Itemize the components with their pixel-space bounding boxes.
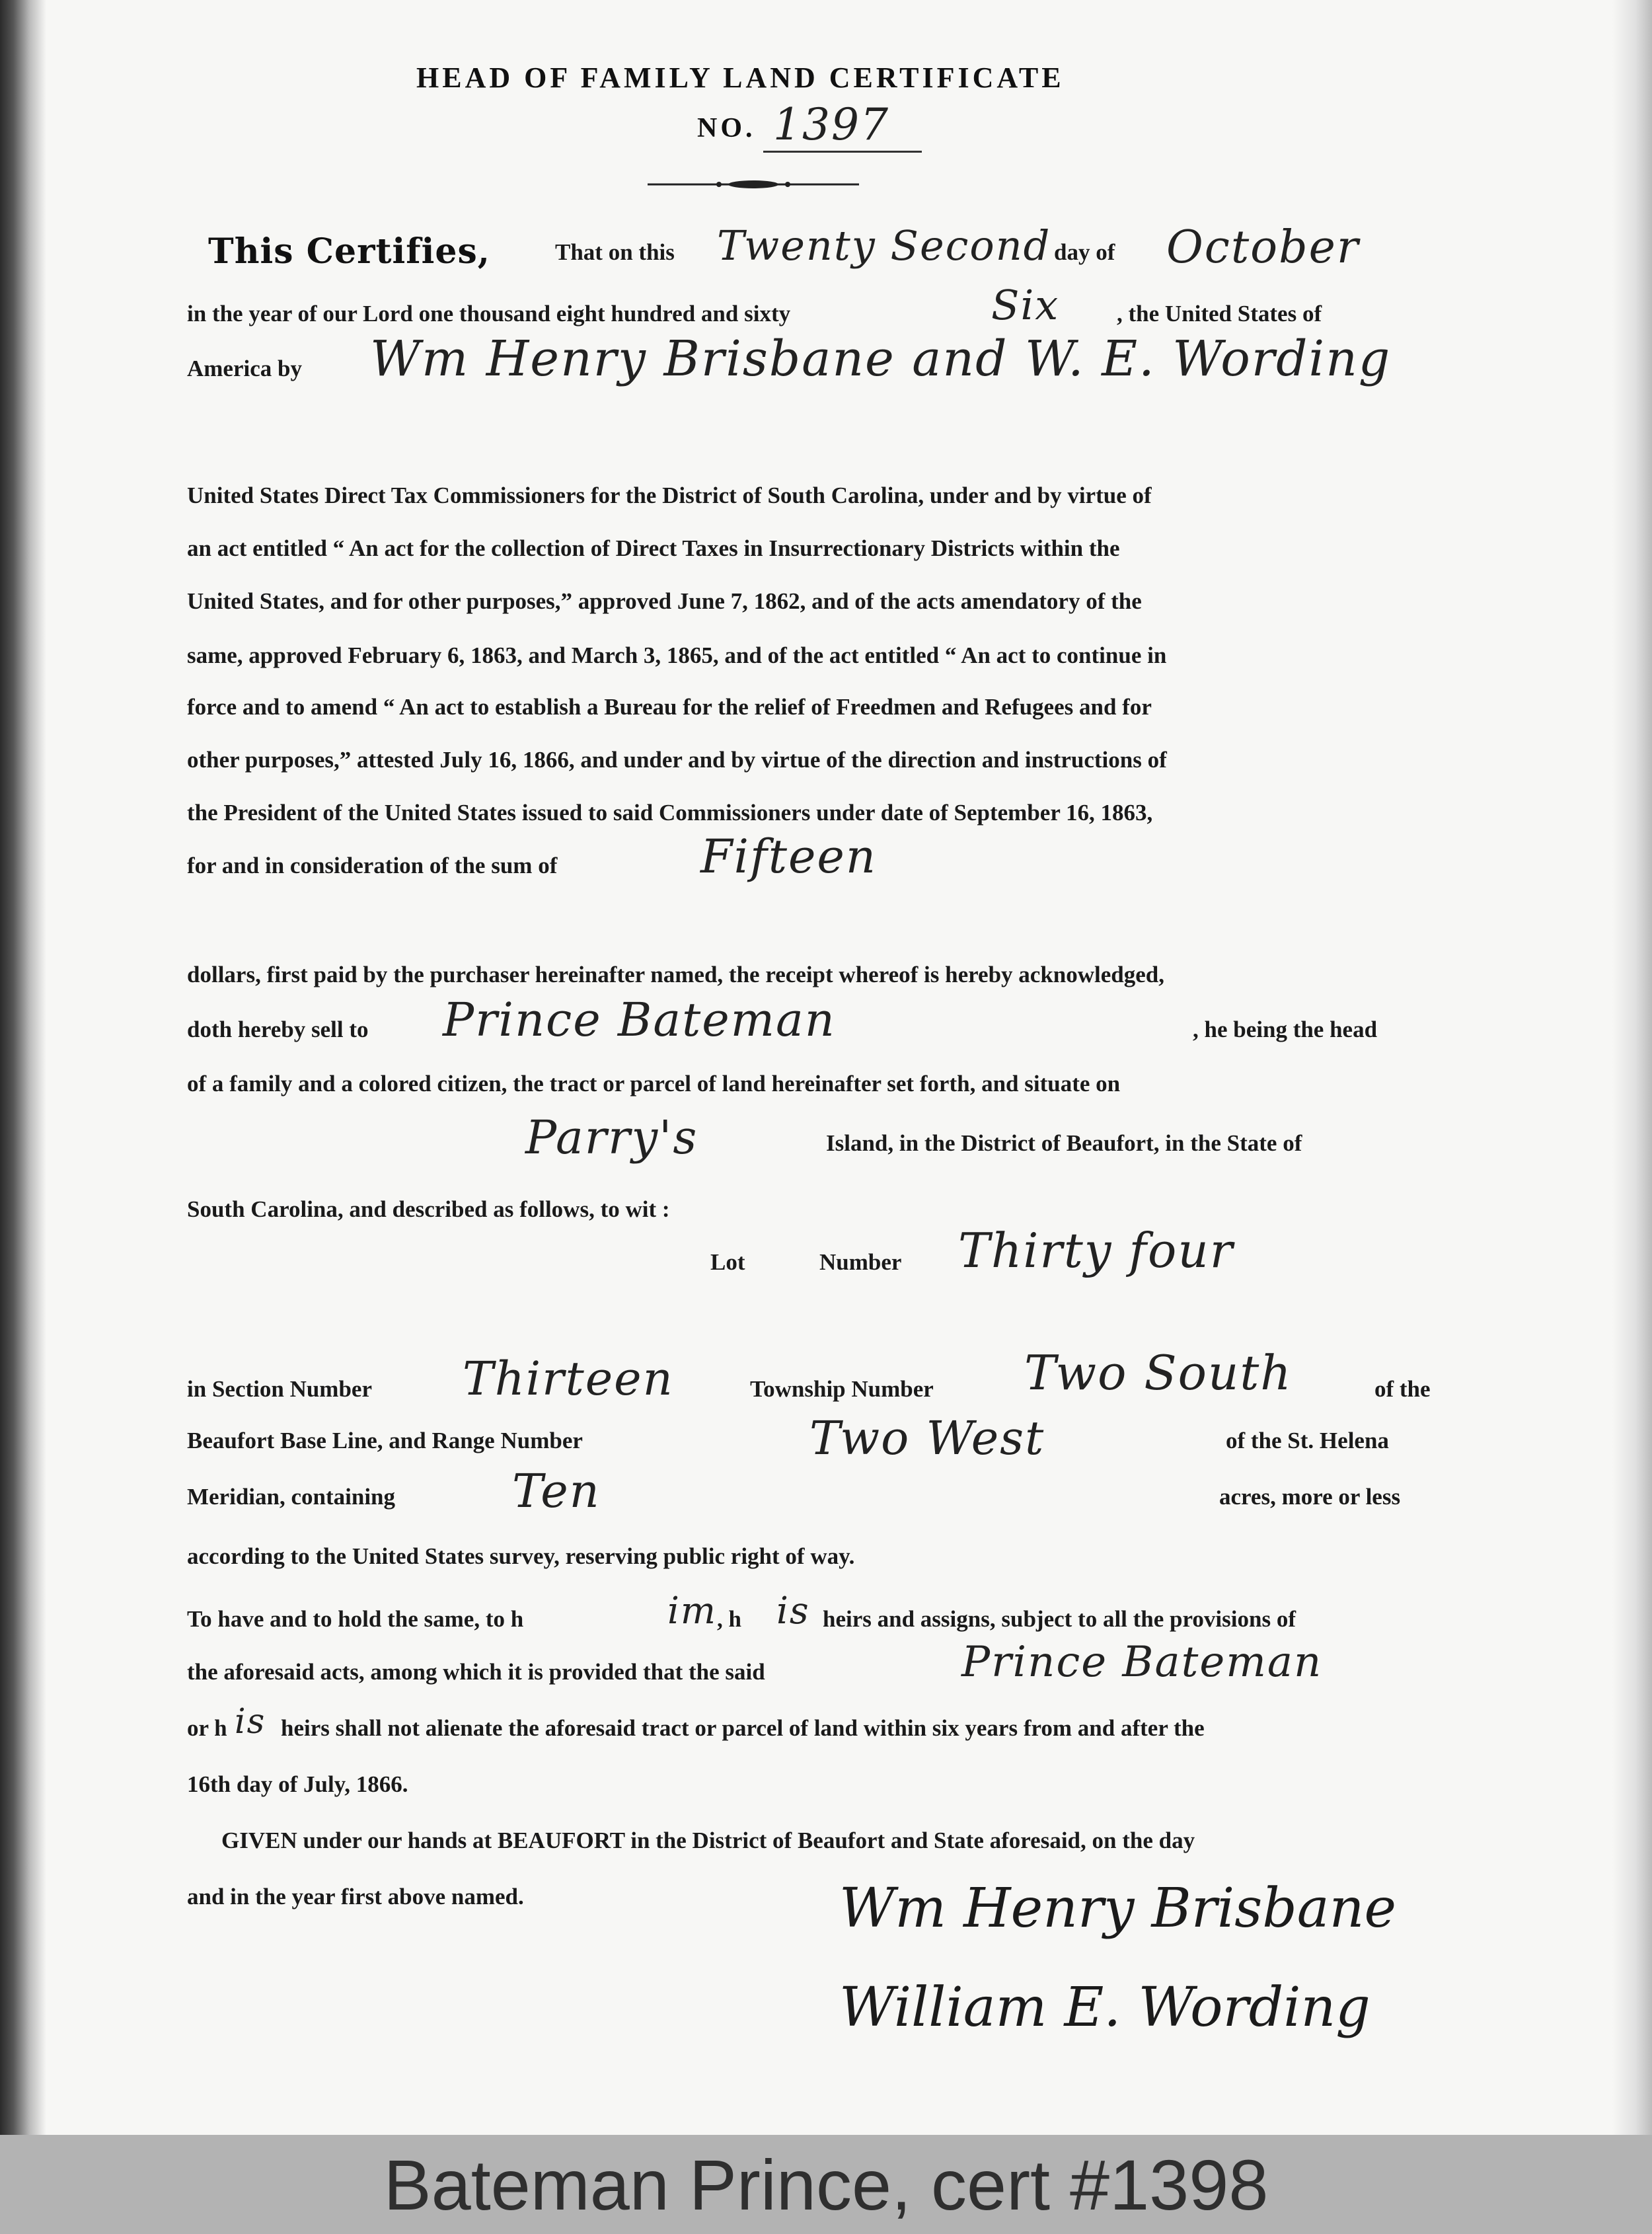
line2-text-b: , the United States of xyxy=(1117,301,1322,327)
body-line-1: United States Direct Tax Commissioners for the District of South Carolina, under and by virtue of xyxy=(187,482,1152,508)
body-line-10a: doth hereby sell to xyxy=(187,1017,369,1042)
caption-text: Bateman Prince, cert #1398 xyxy=(383,2144,1269,2225)
body-line-7: the President of the United States issued to said Commissioners under date of September 16, 1863, xyxy=(187,800,1153,826)
written-his: is xyxy=(776,1590,810,1633)
first-named-line: and in the year first above named. xyxy=(187,1884,524,1909)
this-certifies-heading: This Certifies, xyxy=(208,231,490,272)
section-label: in Section Number xyxy=(187,1376,372,1402)
lot-label: Lot xyxy=(710,1249,745,1275)
written-year: Six xyxy=(991,281,1060,329)
st-helena-label: of the St. Helena xyxy=(1226,1428,1389,1453)
meridian-label: Meridian, containing xyxy=(187,1484,396,1510)
body-line-3: United States, and for other purposes,” approved June 7, 1862, and of the acts amendatory of the xyxy=(187,588,1142,614)
written-lot: Thirty four xyxy=(958,1223,1234,1278)
base-line-label: Beaufort Base Line, and Range Number xyxy=(187,1428,583,1453)
written-section: Thirteen xyxy=(463,1352,674,1406)
acres-label: acres, more or less xyxy=(1219,1484,1401,1510)
written-day: Twenty Second xyxy=(717,221,1051,270)
written-purchaser-2: Prince Bateman xyxy=(961,1638,1323,1687)
signature-brisbane: Wm Henry Brisbane xyxy=(839,1877,1397,1940)
body-line-8: for and in consideration of the sum of xyxy=(187,853,558,878)
signature-wording: William E. Wording xyxy=(839,1976,1370,2039)
date-1866: 16th day of July, 1866. xyxy=(187,1771,408,1797)
written-sum: Fifteen xyxy=(700,829,877,884)
lot-number-label: Number xyxy=(819,1249,902,1275)
given-line: GIVEN under our hands at BEAUFORT in the District of Beaufort and State aforesaid, on the day xyxy=(221,1828,1195,1853)
body-line-2: an act entitled “ An act for the collection of Direct Taxes in Insurrectionary Districts within the xyxy=(187,535,1120,561)
certificate-title: HEAD OF FAMILY LAND CERTIFICATE xyxy=(416,61,1065,94)
line2-text-a: in the year of our Lord one thousand eight hundred and sixty xyxy=(187,301,791,327)
certificate-number-label: NO. xyxy=(697,113,756,143)
or-h-label: or h xyxy=(187,1715,227,1741)
body-line-5: force and to amend “ An act to establish a Bureau for the relief of Freedmen and Refugees and for xyxy=(187,694,1152,720)
written-month: October xyxy=(1166,221,1360,274)
written-range: Two West xyxy=(809,1411,1045,1465)
line1-text-a: That on this xyxy=(555,239,675,265)
ornament-divider xyxy=(648,180,859,189)
township-label: Township Number xyxy=(750,1376,934,1402)
written-him: im xyxy=(667,1590,718,1633)
of-the-label: of the xyxy=(1374,1376,1431,1402)
aforesaid-line: the aforesaid acts, among which it is provided that the said xyxy=(187,1659,765,1685)
hold-text-a: To have and to hold the same, to h xyxy=(187,1606,524,1632)
written-purchaser: Prince Bateman xyxy=(443,993,836,1047)
body-line-10b: , he being the head xyxy=(1193,1017,1378,1042)
left-scan-edge xyxy=(0,0,46,2135)
caption-bar xyxy=(0,2135,1652,2234)
hold-text-b: , h xyxy=(717,1606,741,1632)
body-line-12: Island, in the District of Beaufort, in the State of xyxy=(826,1130,1302,1156)
certificate-number: 1397 xyxy=(773,99,889,150)
body-line-6: other purposes,” attested July 16, 1866, and under and by virtue of the direction and instructions of xyxy=(187,747,1167,773)
written-commissioners: Wm Henry Brisbane and W. E. Wording xyxy=(370,330,1392,387)
line1-text-b: day of xyxy=(1054,239,1115,265)
written-acres: Ten xyxy=(512,1464,601,1518)
body-line-13: South Carolina, and described as follows, to wit : xyxy=(187,1196,670,1222)
line3-text-a: America by xyxy=(187,356,302,381)
body-line-9: dollars, first paid by the purchaser hereinafter named, the receipt whereof is hereby acknowledged, xyxy=(187,962,1165,987)
written-township: Two South xyxy=(1024,1345,1293,1401)
alienate-line: heirs shall not alienate the aforesaid tract or parcel of land within six years from and after the xyxy=(281,1715,1205,1741)
hold-text-c: heirs and assigns, subject to all the provisions of xyxy=(823,1606,1296,1632)
body-line-4: same, approved February 6, 1863, and March 3, 1865, and of the act entitled “ An act to continue in xyxy=(187,642,1167,668)
survey-line: according to the United States survey, reserving public right of way. xyxy=(187,1543,855,1569)
body-line-11: of a family and a colored citizen, the tract or parcel of land hereinafter set forth, and situate on xyxy=(187,1071,1121,1097)
written-island: Parry's xyxy=(525,1110,698,1165)
right-scan-edge xyxy=(1612,0,1652,2135)
written-his-2: is xyxy=(235,1702,266,1742)
number-underline xyxy=(763,151,922,153)
